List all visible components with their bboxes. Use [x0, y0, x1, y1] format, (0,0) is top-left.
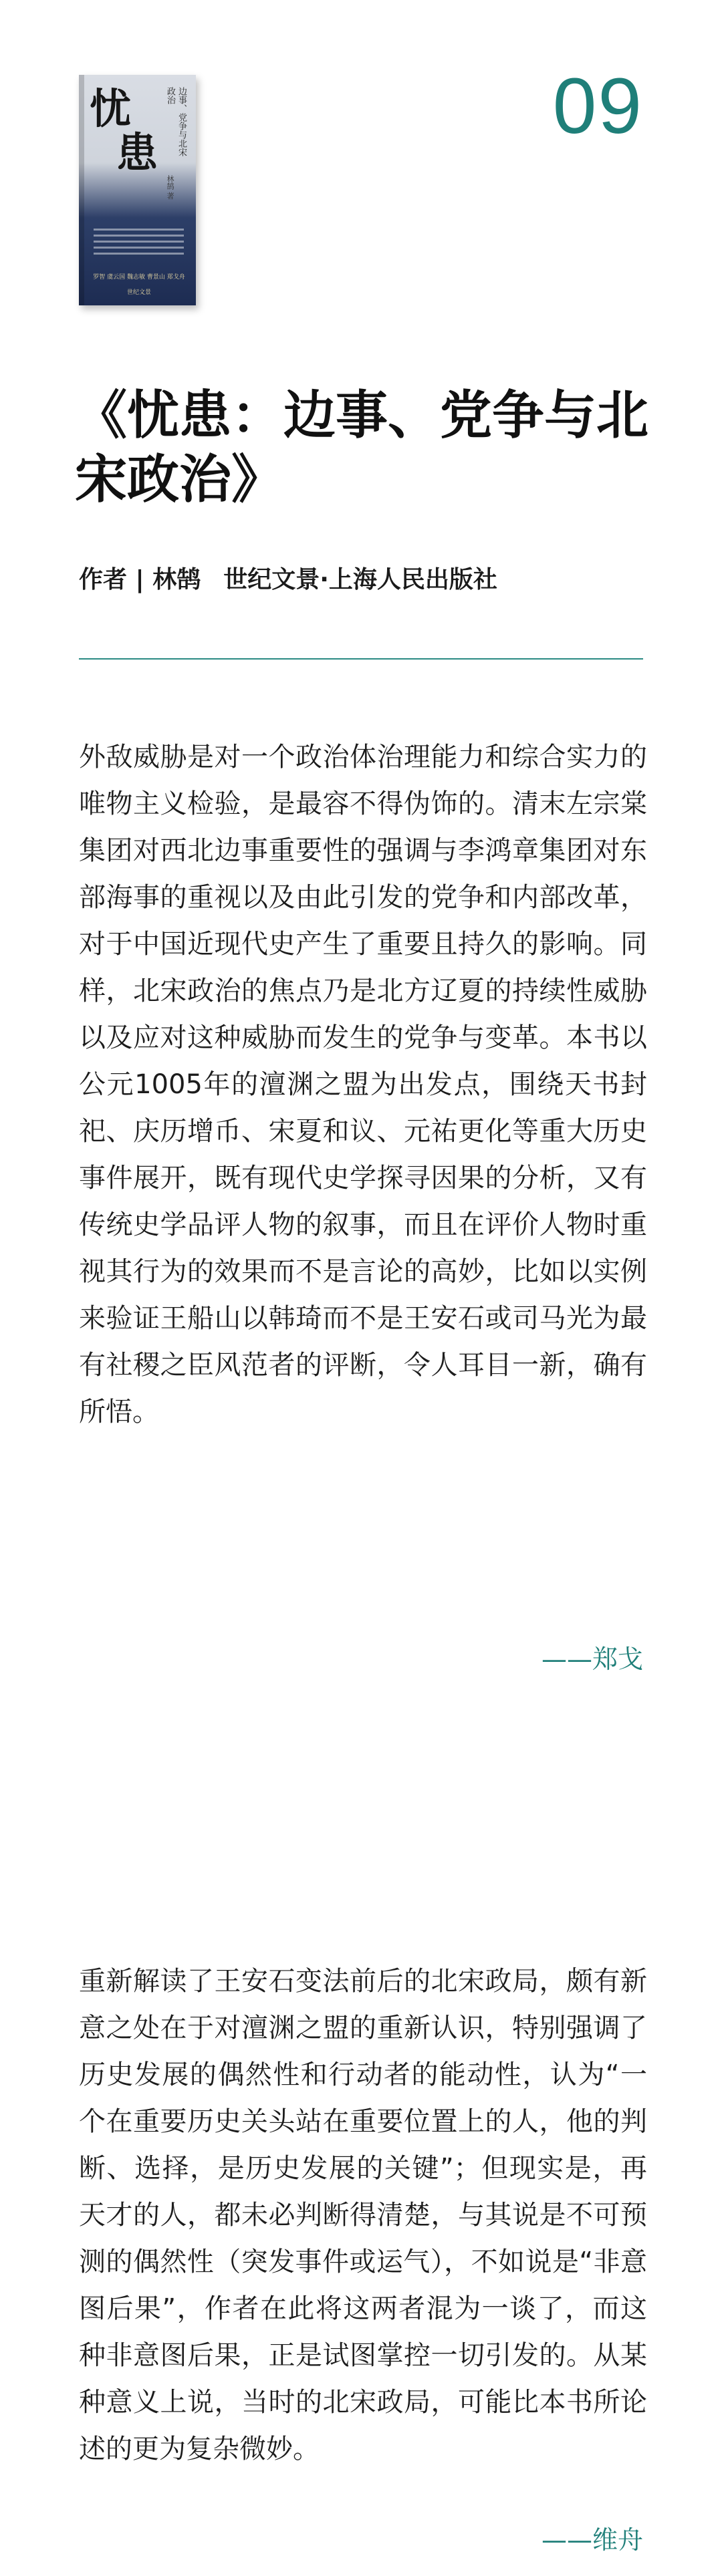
book-author: 作者 | 林鹄	[79, 566, 201, 593]
section-divider	[79, 658, 643, 660]
cover-publisher: 世纪文景	[126, 289, 151, 296]
review-2-signature: ——维舟	[541, 2525, 643, 2555]
book-publisher: 世纪文景·上海人民出版社	[223, 566, 497, 593]
cover-blurb-lines	[94, 229, 184, 259]
cover-subtitle: 边事、党争与北宋政治	[165, 87, 187, 156]
review-1-signature: ——郑戈	[541, 1644, 643, 1674]
cover-spine	[79, 75, 84, 305]
review-2-text: 重新解读了王安石变法前后的北宋政局，颇有新意之处在于对澶渊之盟的重新认识，特别强调了历史发展的偶然性和行动者的能动性，认为“一个在重要历史关头站在重要位置上的人，他的判断、选择，是历史发展的关键”；但现实是，再天才的人，都未必判断得清楚，与其说是不可预测的偶然性（突发事件或运气），不如说是“非意图后果”，作者在此将这两者混为一谈了，而这种非意图后果，正是试图掌控一切引发的。从某种意义上说，当时的北宋政局，可能比本书所论述的更为复杂微妙。	[79, 1966, 647, 2464]
book-meta	[79, 563, 497, 597]
cover-recommenders: 罗智 虞云国 魏志敏 曹景山 郑戈舟	[93, 274, 185, 281]
cover-title-char-1: 忧	[90, 84, 132, 133]
book-title: 《忧患：边事、党争与北宋政治》	[75, 386, 649, 510]
review-1-text: 外敌威胁是对一个政治体治理能力和综合实力的唯物主义检验，是最容不得伪饰的。清末左宗棠集团对西北边事重要性的强调与李鸿章集团对东部海事的重视以及由此引发的党争和内部改革，对于中国近现代史产生了重要且持久的影响。同样，北宋政治的焦点乃是北方辽夏的持续性威胁以及应对这种威胁而发生的党争与变革。本书以公元1005年的澶渊之盟为出发点，围绕天书封祀、庆历增币、宋夏和议、元祐更化等重大历史事件展开，既有现代史学探寻因果的分析，又有传统史学品评人物的叙事，而且在评价人物时重视其行为的效果而不是言论的高妙，比如以实例来验证王船山以韩琦而不是王安石或司马光为最有社稷之臣风范者的评断，令人耳目一新，确有所悟。	[79, 742, 647, 1427]
cover-author: 林鹄 著	[166, 175, 174, 200]
book-cover-image	[79, 75, 196, 305]
entry-number: 09	[552, 62, 643, 150]
cover-title-char-2: 患	[116, 128, 158, 177]
